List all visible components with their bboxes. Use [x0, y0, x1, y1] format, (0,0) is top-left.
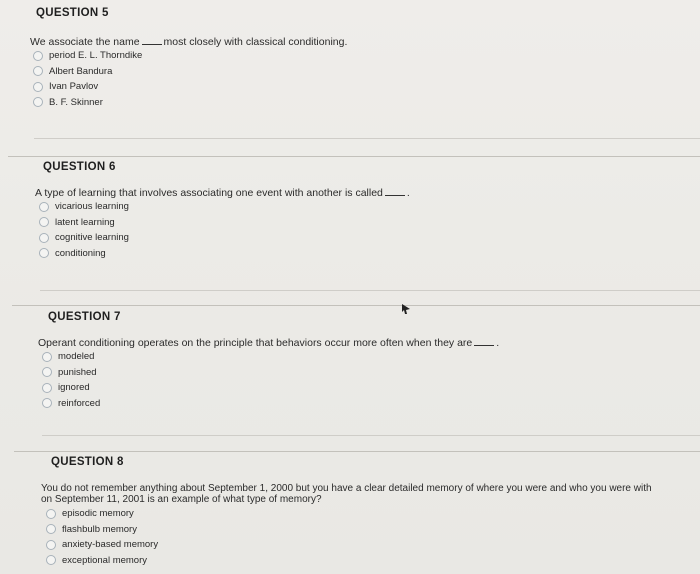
- radio-button[interactable]: [42, 367, 52, 377]
- radio-button[interactable]: [39, 248, 49, 258]
- question-text: [38, 337, 698, 349]
- answer-options: [42, 349, 698, 411]
- option-label: cognitive learning: [55, 232, 129, 244]
- option-label: period E. L. Thorndike: [49, 50, 143, 62]
- option-latent[interactable]: [39, 215, 695, 231]
- option-label: ignored: [58, 382, 90, 394]
- option-conditioning[interactable]: [39, 246, 695, 262]
- option-label: conditioning: [55, 247, 106, 259]
- question-text: [30, 36, 690, 48]
- answer-blank: [474, 337, 494, 346]
- option-label: punished: [58, 366, 97, 378]
- option-label: anxiety-based memory: [62, 539, 159, 551]
- divider: [14, 451, 700, 452]
- option-label: Albert Bandura: [49, 65, 113, 77]
- divider: [8, 156, 700, 157]
- divider: [42, 435, 700, 436]
- option-anxiety-based[interactable]: [46, 537, 696, 553]
- option-pavlov[interactable]: [33, 79, 690, 95]
- radio-button[interactable]: [33, 51, 43, 61]
- option-flashbulb[interactable]: [46, 522, 696, 538]
- answer-blank: [142, 36, 162, 45]
- radio-button[interactable]: [42, 352, 52, 362]
- question-text-line-2: on September 11, 2001 is an example of what type of memory?: [41, 494, 322, 505]
- option-label: exceptional memory: [62, 554, 148, 566]
- option-skinner[interactable]: [33, 95, 690, 111]
- radio-button[interactable]: [46, 524, 56, 534]
- question-text-after: .: [496, 337, 500, 349]
- radio-button[interactable]: [33, 82, 43, 92]
- divider: [34, 138, 700, 139]
- option-bandura[interactable]: [33, 64, 690, 80]
- divider: [12, 305, 700, 306]
- question-title: QUESTION 5: [36, 7, 109, 19]
- question-7: [38, 311, 698, 411]
- answer-options: [33, 48, 690, 110]
- question-6: [35, 161, 695, 261]
- radio-button[interactable]: [39, 217, 49, 227]
- option-punished[interactable]: [42, 365, 698, 381]
- question-title: QUESTION 7: [48, 311, 121, 323]
- option-label: B. F. Skinner: [49, 96, 103, 108]
- radio-button[interactable]: [46, 509, 56, 519]
- option-label: reinforced: [58, 397, 101, 409]
- question-text-before: Operant conditioning operates on the principle that behaviors occur more often when they are: [38, 337, 473, 349]
- divider: [40, 290, 700, 291]
- question-text-before: A type of learning that involves associating one event with another is called: [35, 187, 383, 199]
- question-title: QUESTION 6: [43, 161, 116, 173]
- radio-button[interactable]: [39, 202, 49, 212]
- question-text-after: most closely with classical conditioning.: [163, 36, 348, 48]
- option-label: episodic memory: [62, 508, 134, 520]
- option-cognitive[interactable]: [39, 230, 695, 246]
- option-label: Ivan Pavlov: [49, 81, 99, 93]
- question-5: [30, 7, 690, 110]
- answer-blank: [385, 187, 405, 196]
- question-text-line-1: You do not remember anything about September 1, 2000 but you have a clear detailed memory of where you were and who you were with: [41, 483, 652, 494]
- question-8: [41, 456, 696, 568]
- radio-button[interactable]: [42, 398, 52, 408]
- option-episodic[interactable]: [46, 506, 696, 522]
- question-text: [35, 187, 695, 199]
- radio-button[interactable]: [33, 66, 43, 76]
- option-label: vicarious learning: [55, 201, 129, 213]
- option-modeled[interactable]: [42, 349, 698, 365]
- option-exceptional[interactable]: [46, 553, 696, 569]
- radio-button[interactable]: [46, 555, 56, 565]
- option-label: modeled: [58, 351, 95, 363]
- option-label: flashbulb memory: [62, 523, 137, 535]
- radio-button[interactable]: [33, 97, 43, 107]
- answer-options: [39, 199, 695, 261]
- answer-options: [46, 506, 696, 568]
- option-reinforced[interactable]: [42, 396, 698, 412]
- question-text-before: We associate the name: [30, 36, 140, 48]
- question-text-after: .: [406, 187, 410, 199]
- option-label: latent learning: [55, 216, 115, 228]
- radio-button[interactable]: [42, 383, 52, 393]
- radio-button[interactable]: [46, 540, 56, 550]
- option-thorndike[interactable]: [33, 48, 690, 64]
- radio-button[interactable]: [39, 233, 49, 243]
- option-ignored[interactable]: [42, 380, 698, 396]
- question-title: QUESTION 8: [51, 456, 124, 468]
- option-vicarious[interactable]: [39, 199, 695, 215]
